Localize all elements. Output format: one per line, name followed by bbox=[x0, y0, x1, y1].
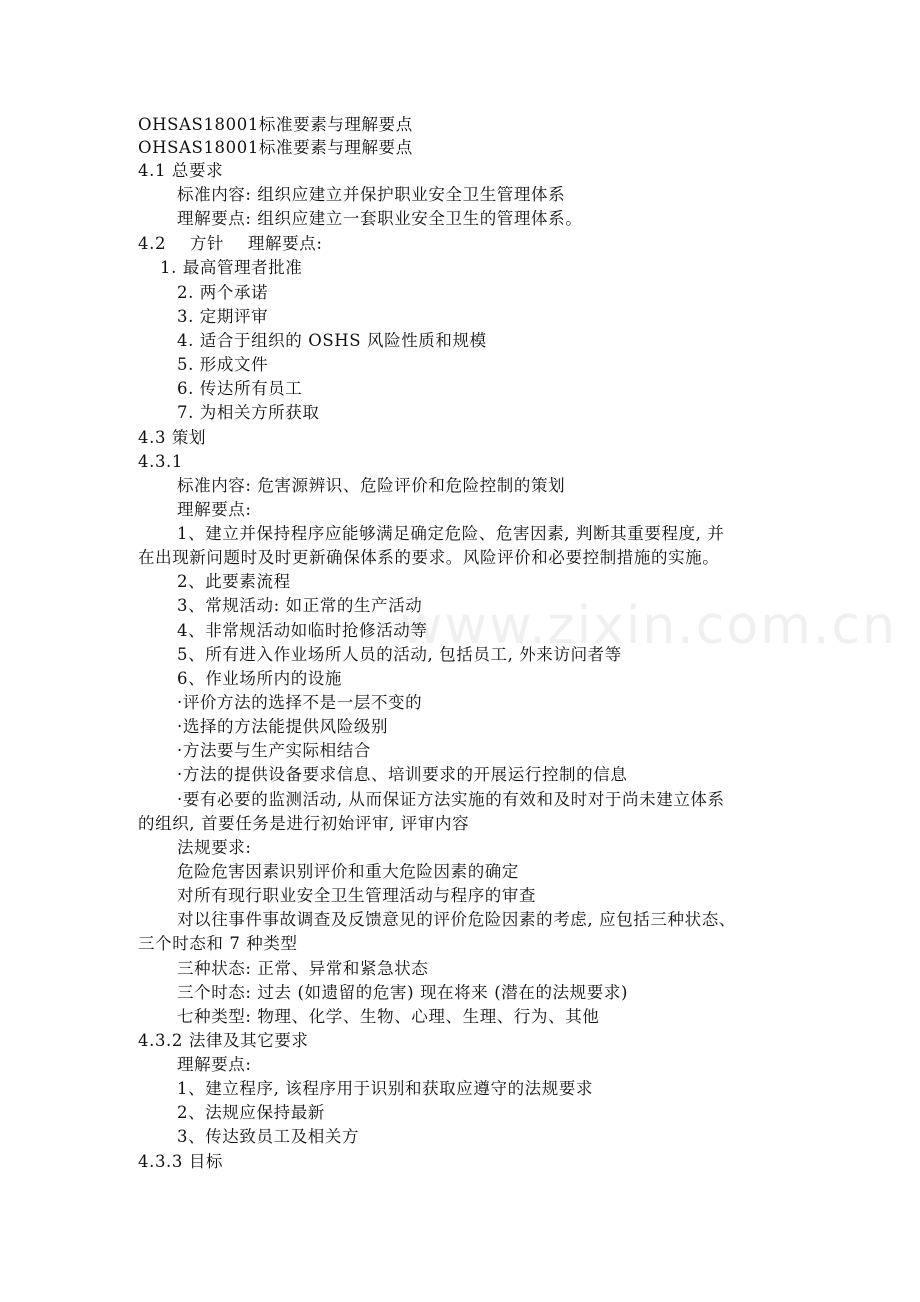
section-heading: 4.1 总要求 bbox=[138, 161, 224, 180]
text-line: 2、法规应保持最新 bbox=[177, 1103, 325, 1122]
text-line: 标准内容: 危害源辨识、危险评价和危险控制的策划 bbox=[177, 476, 566, 495]
bullet-item: ·方法要与生产实际相结合 bbox=[177, 741, 371, 760]
watermark: www.zixin.com.cn bbox=[400, 596, 897, 656]
text-line: 理解要点: 组织应建立一套职业安全卫生的管理体系。 bbox=[177, 209, 583, 228]
list-item: 2. 两个承诺 bbox=[177, 283, 269, 302]
list-item: 4. 适合于组织的 OSHS 风险性质和规模 bbox=[177, 331, 487, 350]
list-item: 6. 传达所有员工 bbox=[177, 379, 303, 398]
text-line: 2、此要素流程 bbox=[177, 572, 291, 591]
text-line: 对以往事件事故调查及反馈意见的评价危险因素的考虑, 应包括三种状态、 bbox=[177, 910, 736, 929]
bullet-item: ·要有必要的监测活动, 从而保证方法实施的有效和及时对于尚未建立体系 bbox=[177, 790, 725, 809]
list-item: 1. 最高管理者批准 bbox=[160, 258, 303, 277]
text-line: 理解要点: bbox=[177, 500, 252, 519]
list-item: 7. 为相关方所获取 bbox=[177, 403, 320, 422]
text-line: 三个时态和 7 种类型 bbox=[138, 934, 298, 953]
bullet-item: ·方法的提供设备要求信息、培训要求的开展运行控制的信息 bbox=[177, 765, 628, 784]
text-line: 5、所有进入作业场所人员的活动, 包括员工, 外来访问者等 bbox=[177, 645, 622, 664]
text-line: 危险危害因素识别评价和重大危险因素的确定 bbox=[177, 862, 519, 881]
list-item: 5. 形成文件 bbox=[177, 355, 269, 374]
doc-title-repeat: OHSAS18001标准要素与理解要点 bbox=[138, 138, 413, 157]
section-heading: 4.3.3 目标 bbox=[138, 1152, 224, 1171]
text-line: 6、作业场所内的设施 bbox=[177, 669, 342, 688]
text-line: 七种类型: 物理、化学、生物、心理、生理、行为、其他 bbox=[177, 1007, 600, 1026]
text-line: 的组织, 首要任务是进行初始评审, 评审内容 bbox=[138, 814, 470, 833]
bullet-item: ·选择的方法能提供风险级别 bbox=[177, 717, 389, 736]
text-line: 3、常规活动: 如正常的生产活动 bbox=[177, 596, 423, 615]
text-line: 法规要求: bbox=[177, 838, 252, 857]
text-line: 1、建立程序, 该程序用于识别和获取应遵守的法规要求 bbox=[177, 1079, 594, 1098]
text-line: 对所有现行职业安全卫生管理活动与程序的审查 bbox=[177, 886, 537, 905]
text-line: 三个时态: 过去 (如遗留的危害) 现在将来 (潜在的法规要求) bbox=[177, 983, 628, 1002]
text-line: 理解要点: bbox=[177, 1055, 252, 1074]
text-line: 标准内容: 组织应建立并保护职业安全卫生管理体系 bbox=[177, 185, 566, 204]
section-heading: 4.2 方针 理解要点: bbox=[138, 234, 323, 253]
text-line: 3、传达致员工及相关方 bbox=[177, 1127, 360, 1146]
section-heading: 4.3 策划 bbox=[138, 428, 207, 447]
section-heading: 4.3.2 法律及其它要求 bbox=[138, 1031, 309, 1050]
section-heading: 4.3.1 bbox=[138, 452, 183, 471]
text-line: 在出现新问题时及时更新确保体系的要求。风险评价和必要控制措施的实施。 bbox=[138, 548, 720, 567]
text-line: 1、建立并保持程序应能够满足确定危险、危害因素, 判断其重要程度, 并 bbox=[177, 524, 725, 543]
text-line: 三种状态: 正常、异常和紧急状态 bbox=[177, 959, 429, 978]
bullet-item: ·评价方法的选择不是一层不变的 bbox=[177, 693, 423, 712]
list-item: 3. 定期评审 bbox=[177, 307, 269, 326]
doc-title: OHSAS18001标准要素与理解要点 bbox=[138, 115, 413, 134]
text-line: 4、非常规活动如临时抢修活动等 bbox=[177, 621, 428, 640]
